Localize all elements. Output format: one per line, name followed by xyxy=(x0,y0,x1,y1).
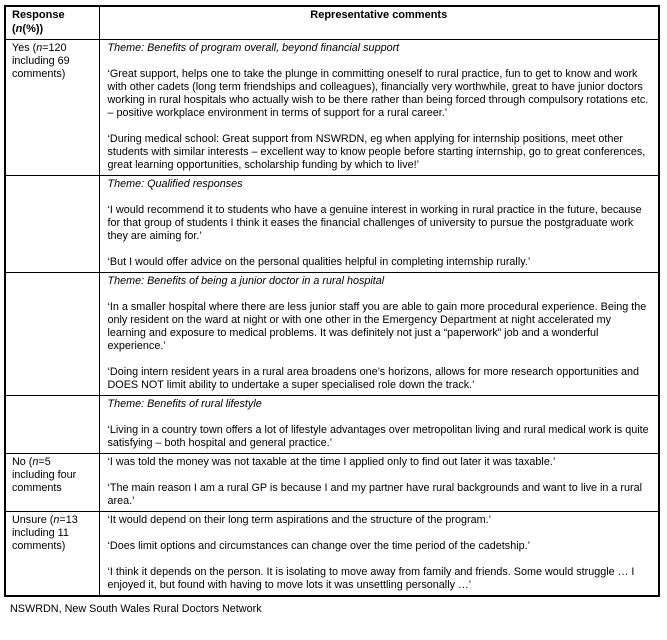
quote-text: ‘The main reason I am a rural GP is because I and my partner have rural backgrounds and want to live in a rural area.’ xyxy=(107,482,643,507)
table-footnote: NSWRDN, New South Wales Rural Doctors Network xyxy=(10,603,262,615)
table-row xyxy=(5,40,659,176)
comments-cell xyxy=(99,40,659,176)
theme-label: Theme: Benefits of program overall, beyond financial support xyxy=(107,42,400,54)
table-row xyxy=(5,512,659,597)
table-header-row xyxy=(5,6,659,40)
response-cell: Unsure (n=13 including 11 comments) xyxy=(5,512,99,597)
response-cell xyxy=(5,396,99,454)
response-header-line1: Response xyxy=(12,9,65,21)
quote-text: ‘But I would offer advice on the personal qualities helpful in completing internship rurally.’ xyxy=(107,256,531,268)
response-header-line2: (n(%)) xyxy=(12,22,44,35)
response-column-header xyxy=(5,6,99,40)
table-row xyxy=(5,273,659,396)
theme-label: Theme: Qualified responses xyxy=(107,178,243,190)
theme-label: Theme: Benefits of rural lifestyle xyxy=(107,398,262,410)
table-row xyxy=(5,396,659,454)
quote-text: ‘It would depend on their long term aspirations and the structure of the program.’ xyxy=(107,514,492,526)
comments-cell xyxy=(99,273,659,396)
comments-cell xyxy=(99,176,659,273)
quote-text: ‘In a smaller hospital where there are less junior staff you are able to gain more procedural experience. Being the only resident on the ward at night or with one other in the Emergency Department at night accelerated my learning and exposure to medical problems. It was definitely not just a “paperwork” job and a wonderful experience.’ xyxy=(107,301,647,352)
quote-text: ‘During medical school: Great support from NSWRDN, eg when applying for internship positions, meet other students with similar interests – excellent way to know people before starting internship, go to great conferences, great learning opportunities, scholarship funding by which to live!’ xyxy=(107,133,646,171)
quote-text: ‘Great support, helps one to take the plunge in committing oneself to rural practice, fun to get to know and work with other cadets (long term friendships and colleagues), financially very worthwhile, great to have junior doctors working in rural hospitals who actually wish to be there rather than being forced through compulsory rotations etc. – positive workplace environment in terms of support for a rural career.’ xyxy=(107,68,649,119)
responses-comments-table xyxy=(4,5,660,597)
comments-cell xyxy=(99,512,659,597)
quote-text: ‘Living in a country town offers a lot of lifestyle advantages over metropolitan living and rural medical work is quite satisfying – both hospital and general practice.’ xyxy=(107,424,649,449)
comments-column-header: Representative comments xyxy=(99,6,659,40)
quote-text: ‘I was told the money was not taxable at the time I applied only to find out later it was taxable.’ xyxy=(107,456,556,468)
comments-cell xyxy=(99,396,659,454)
quote-text: ‘I think it depends on the person. It is isolating to move away from family and friends. Some would struggle … I enjoyed it, but found with having to move lots it was unsettling personally …’ xyxy=(107,566,635,591)
quote-text: ‘Doing intern resident years in a rural area broadens one’s horizons, allows for more research opportunities and DOES NOT limit ability to undertake a super specialised role down the track.’ xyxy=(107,366,640,391)
response-cell xyxy=(5,273,99,396)
response-cell: Yes (n=120 including 69 comments) xyxy=(5,40,99,176)
quote-text: ‘I would recommend it to students who have a genuine interest in working in rural practice in the future, because for that group of students I think it eases the financial challenges of university to pursue the postgraduate work they are aiming for.’ xyxy=(107,204,642,242)
table-row xyxy=(5,176,659,273)
quote-text: ‘Does limit options and circumstances can change over the time period of the cadetship.’ xyxy=(107,540,531,552)
response-cell xyxy=(5,176,99,273)
response-cell: No (n=5 including four comments xyxy=(5,454,99,512)
comments-cell xyxy=(99,454,659,512)
table-row xyxy=(5,454,659,512)
theme-label: Theme: Benefits of being a junior doctor in a rural hospital xyxy=(107,275,385,287)
